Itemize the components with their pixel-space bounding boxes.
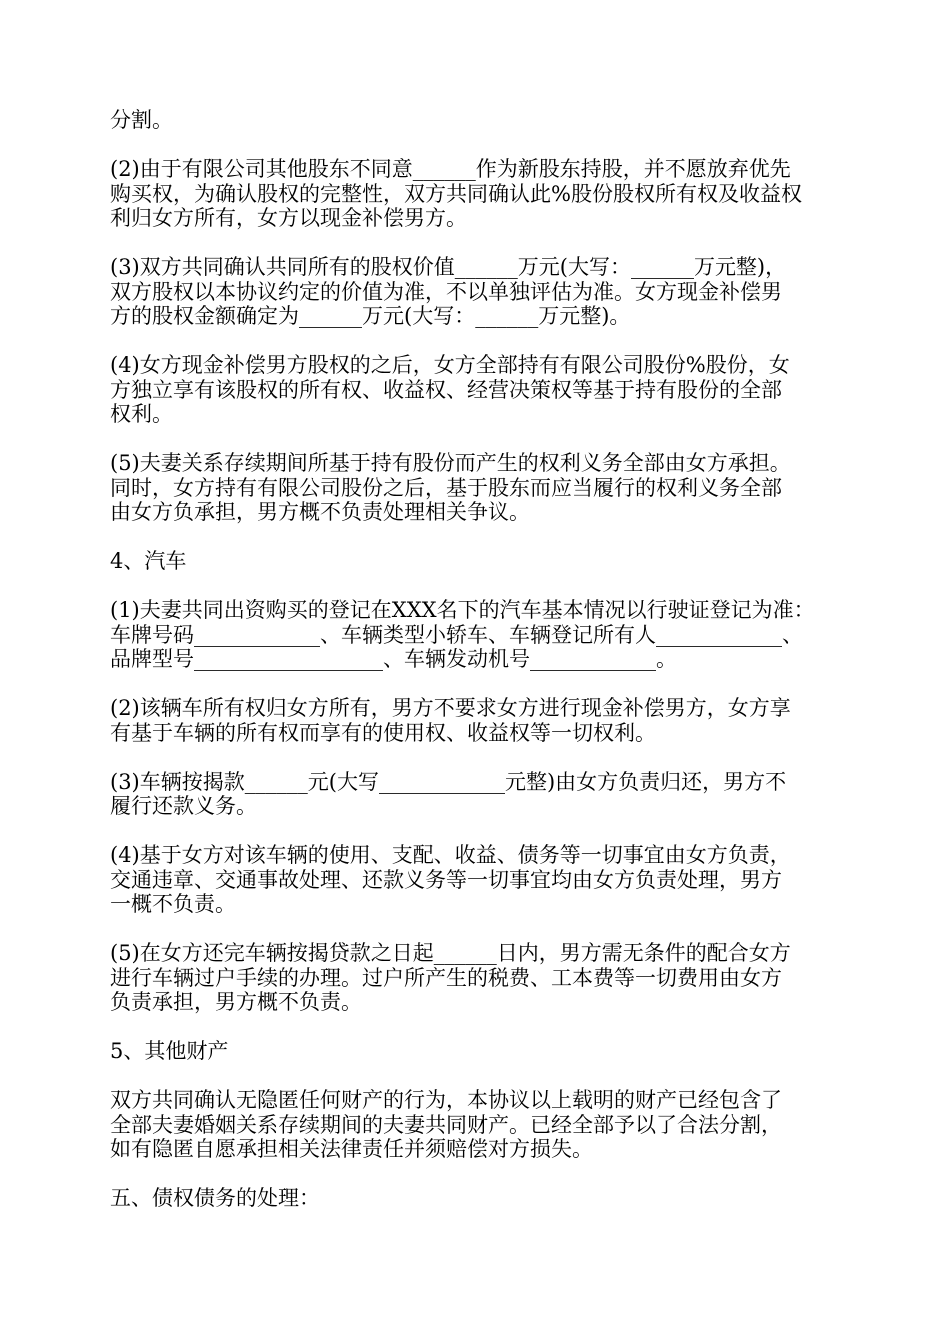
text-line: 同时，女方持有有限公司股份之后，基于股东而应当履行的权利义务全部: [110, 475, 782, 500]
paragraph: [110, 451, 855, 525]
paragraph: [110, 1088, 855, 1162]
paragraph: [110, 598, 855, 672]
text-line: 购买权，为确认股权的完整性，双方共同确认此%股份股权所有权及收益权: [110, 181, 802, 206]
text-line: 权利。: [110, 402, 173, 426]
text-line: 五、债权债务的处理：: [110, 1186, 320, 1210]
paragraph: [110, 157, 855, 231]
text-line: 利归女方所有，女方以现金补偿男方。: [110, 206, 467, 230]
text-line: 由女方负承担，男方概不负责处理相关争议。: [110, 500, 530, 524]
paragraph: [110, 549, 855, 574]
paragraph: [110, 255, 855, 329]
text-line: 全部夫妻婚姻关系存续期间的夫妻共同财产。已经全部予以了合法分割，: [110, 1112, 782, 1137]
text-line: 车牌号码____________、车辆类型小轿车、车辆登记所有人____________、: [110, 622, 803, 647]
paragraph: [110, 941, 855, 1015]
text-line: 如有隐匿自愿承担相关法律责任并须赔偿对方损失。: [110, 1137, 593, 1161]
paragraph: [110, 108, 855, 133]
text-line: 履行还款义务。: [110, 794, 257, 818]
text-line: 交通违章、交通事故处理、还款义务等一切事宜均由女方负责处理，男方: [110, 867, 782, 892]
text-line: (4)基于女方对该车辆的使用、支配、收益、债务等一切事宜由女方负责，: [110, 843, 791, 867]
text-line: 分割。: [110, 108, 173, 132]
text-line: 进行车辆过户手续的办理。过户所产生的税费、工本费等一切费用由女方: [110, 965, 782, 990]
paragraph: [110, 1039, 855, 1064]
document-page: [110, 108, 855, 1235]
text-line: (2)由于有限公司其他股东不同意______作为新股东持股，并不愿放弃优先: [110, 157, 791, 181]
text-line: 双方共同确认无隐匿任何财产的行为，本协议以上载明的财产已经包含了: [110, 1088, 782, 1112]
paragraph: [110, 696, 855, 745]
paragraph: [110, 353, 855, 427]
text-line: 4、汽车: [110, 549, 187, 573]
text-line: 负责承担，男方概不负责。: [110, 990, 362, 1014]
paragraph: [110, 770, 855, 819]
text-line: (4)女方现金补偿男方股权的之后，女方全部持有有限公司股份%股份，女: [110, 353, 790, 377]
text-line: 一概不负责。: [110, 892, 236, 916]
text-line: (5)在女方还完车辆按揭贷款之日起______日内，男方需无条件的配合女方: [110, 941, 791, 965]
paragraph: [110, 843, 855, 917]
text-line: 5、其他财产: [110, 1039, 229, 1063]
paragraph: [110, 1186, 855, 1211]
text-line: (3)双方共同确认共同所有的股权价值______万元(大写：______万元整)，: [110, 255, 787, 279]
text-line: 有基于车辆的所有权而享有的使用权、收益权等一切权利。: [110, 720, 656, 745]
text-line: 双方股权以本协议约定的价值为准，不以单独评估为准。女方现金补偿男: [110, 279, 782, 304]
text-line: 方的股权金额确定为______万元(大写：______万元整)。: [110, 304, 631, 328]
text-line: (3)车辆按揭款______元(大写____________元整)由女方负责归还，男方不: [110, 769, 787, 794]
text-line: 方独立享有该股权的所有权、收益权、经营决策权等基于持有股份的全部: [110, 377, 782, 402]
text-line: (5)夫妻关系存续期间所基于持有股份而产生的权利义务全部由女方承担。: [110, 451, 791, 475]
text-line: (2)该辆车所有权归女方所有，男方不要求女方进行现金补偿男方，女方享: [110, 696, 791, 720]
text-line: 品牌型号__________________、车辆发动机号____________。: [110, 647, 677, 671]
text-line: (1)夫妻共同出资购买的登记在XXX名下的汽车基本情况以行驶证登记为准：: [110, 598, 815, 622]
